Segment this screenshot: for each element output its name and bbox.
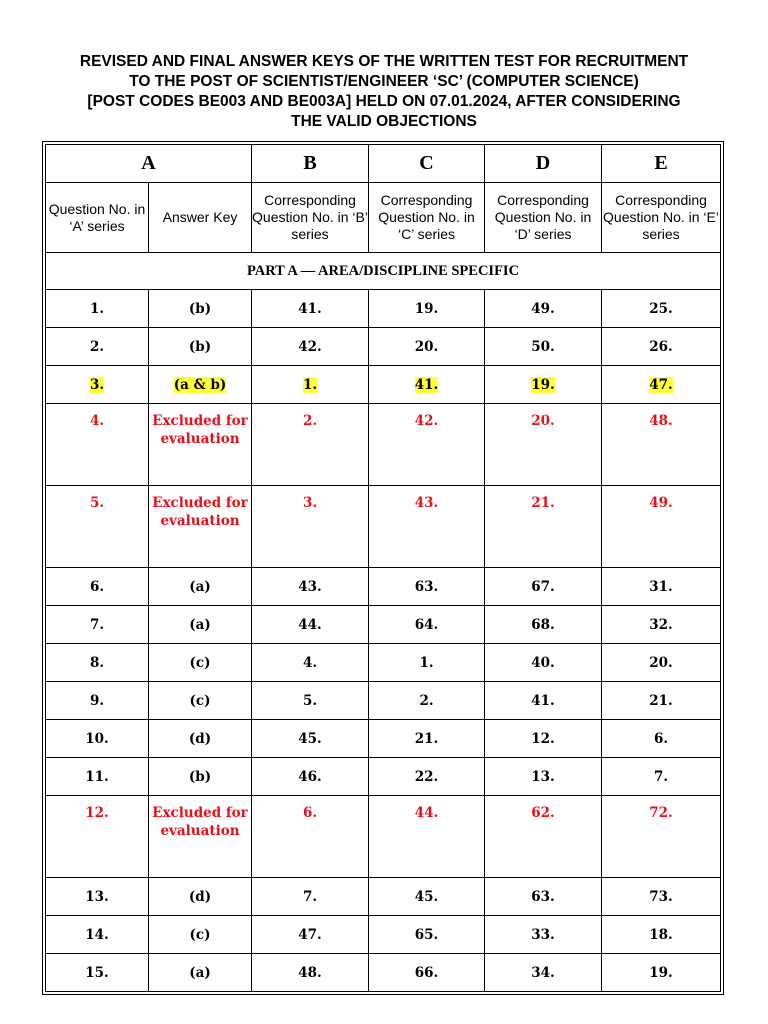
c-series-no-cell — [369, 328, 485, 366]
e-series-no: 49. — [649, 495, 673, 511]
b-series-no-cell — [252, 796, 369, 878]
answer-key-cell — [149, 644, 252, 682]
c-series-no-cell — [369, 758, 485, 796]
answer-key-cell — [149, 720, 252, 758]
part-heading: PART A — AREA/DISCIPLINE SPECIFIC — [46, 253, 721, 290]
e-series-no-cell — [602, 878, 721, 916]
e-series-no: 25. — [649, 300, 673, 317]
e-series-no-cell — [602, 954, 721, 992]
e-series-no-cell — [602, 644, 721, 682]
answer-key-cell — [149, 682, 252, 720]
b-series-no-cell — [252, 878, 369, 916]
e-series-no: 31. — [649, 578, 673, 595]
answer-key: (c) — [189, 926, 211, 943]
b-series-no-cell — [252, 758, 369, 796]
header-c-series: Corresponding Question No. in ‘C’ series — [369, 183, 485, 253]
b-series-no: 3. — [302, 495, 318, 511]
table-row — [46, 954, 721, 992]
series-letter-row — [46, 145, 721, 183]
table-row — [46, 916, 721, 954]
answer-key-cell — [149, 796, 252, 878]
title-line: THE VALID OBJECTIONS — [291, 113, 477, 130]
c-series-no: 43. — [414, 495, 439, 511]
answer-key: (b) — [188, 338, 212, 355]
b-series-no-cell — [252, 486, 369, 568]
answer-key: (b) — [188, 300, 212, 317]
c-series-no-cell — [369, 486, 485, 568]
e-series-no: 73. — [649, 888, 673, 905]
e-series-no: 6. — [653, 730, 669, 747]
d-series-no-cell — [485, 682, 602, 720]
c-series-no: 2. — [419, 692, 434, 709]
table-row — [46, 568, 721, 606]
d-series-no: 40. — [531, 654, 555, 671]
c-series-no: 1. — [419, 654, 434, 671]
answer-key: (c) — [189, 692, 211, 709]
e-series-no: 48. — [649, 413, 673, 429]
header-question-no: Question No. in ‘A’ series — [46, 183, 149, 253]
table-row — [46, 720, 721, 758]
b-series-no-cell — [252, 568, 369, 606]
d-series-no-cell — [485, 366, 602, 404]
e-series-no: 19. — [649, 964, 673, 981]
e-series-no-cell — [602, 606, 721, 644]
c-series-no: 41. — [414, 376, 439, 393]
d-series-no: 50. — [531, 338, 555, 355]
c-series-no: 44. — [414, 805, 439, 821]
d-series-no-cell — [485, 796, 602, 878]
question-no: 6. — [89, 578, 105, 595]
b-series-no-cell — [252, 606, 369, 644]
answer-key: (a) — [189, 578, 211, 595]
e-series-no-cell — [602, 404, 721, 486]
answer-key-cell — [149, 328, 252, 366]
c-series-no-cell — [369, 404, 485, 486]
d-series-no: 63. — [531, 888, 555, 905]
question-no: 3. — [89, 376, 105, 393]
answer-key-cell — [149, 606, 252, 644]
b-series-no: 4. — [302, 654, 318, 671]
answer-key-cell — [149, 404, 252, 486]
question-no: 1. — [89, 300, 105, 317]
table-row — [46, 606, 721, 644]
header-d-series: Corresponding Question No. in ‘D’ series — [485, 183, 602, 253]
c-series-no-cell — [369, 954, 485, 992]
b-series-no-cell — [252, 644, 369, 682]
question-no: 14. — [85, 926, 109, 943]
header-answer-key: Answer Key — [149, 183, 252, 253]
b-series-no: 5. — [302, 692, 318, 709]
b-series-no-cell — [252, 720, 369, 758]
d-series-no-cell — [485, 644, 602, 682]
answer-key: Excluded for evaluation — [152, 805, 248, 839]
c-series-no: 21. — [414, 730, 439, 747]
e-series-no: 7. — [653, 768, 669, 785]
d-series-no-cell — [485, 878, 602, 916]
question-no-cell — [46, 758, 149, 796]
c-series-no: 22. — [414, 768, 439, 785]
d-series-no: 20. — [531, 413, 555, 429]
d-series-no: 13. — [531, 768, 555, 785]
e-series-no-cell — [602, 720, 721, 758]
d-series-no-cell — [485, 290, 602, 328]
question-no-cell — [46, 290, 149, 328]
question-no: 9. — [89, 692, 105, 709]
d-series-no-cell — [485, 404, 602, 486]
question-no: 10. — [85, 730, 109, 747]
d-series-no: 21. — [531, 495, 555, 511]
e-series-no: 72. — [649, 805, 673, 821]
c-series-no-cell — [369, 682, 485, 720]
document-title — [40, 52, 728, 132]
d-series-no: 62. — [531, 805, 555, 821]
question-no-cell — [46, 568, 149, 606]
e-series-no: 18. — [649, 926, 673, 943]
table-row — [46, 366, 721, 404]
header-b-series: Corresponding Question No. in ‘B’ series — [252, 183, 369, 253]
d-series-no: 41. — [531, 692, 555, 709]
header-e-series: Corresponding Question No. in ‘E’ series — [602, 183, 721, 253]
series-letter-d: D — [485, 145, 602, 183]
series-letter-c: C — [369, 145, 485, 183]
c-series-no: 66. — [414, 964, 439, 981]
question-no-cell — [46, 644, 149, 682]
table-row — [46, 644, 721, 682]
b-series-no: 46. — [298, 768, 322, 785]
b-series-no: 42. — [298, 338, 322, 355]
d-series-no: 34. — [531, 964, 555, 981]
b-series-no: 44. — [298, 616, 322, 633]
c-series-no-cell — [369, 568, 485, 606]
b-series-no-cell — [252, 366, 369, 404]
question-no-cell — [46, 366, 149, 404]
series-letter-e: E — [602, 145, 721, 183]
b-series-no: 2. — [302, 413, 318, 429]
table-row — [46, 682, 721, 720]
e-series-no: 20. — [649, 654, 673, 671]
question-no-cell — [46, 682, 149, 720]
answer-key: (c) — [189, 654, 211, 671]
question-no-cell — [46, 916, 149, 954]
table-row — [46, 328, 721, 366]
b-series-no-cell — [252, 916, 369, 954]
column-header-row — [46, 183, 721, 253]
c-series-no-cell — [369, 878, 485, 916]
answer-key-cell — [149, 486, 252, 568]
table-row — [46, 290, 721, 328]
table-row — [46, 404, 721, 486]
table-row — [46, 796, 721, 878]
b-series-no: 45. — [298, 730, 322, 747]
table-row — [46, 878, 721, 916]
question-no: 8. — [89, 654, 105, 671]
answer-key: (b) — [188, 768, 212, 785]
question-no-cell — [46, 878, 149, 916]
b-series-no: 41. — [298, 300, 322, 317]
series-letter-b: B — [252, 145, 369, 183]
answer-key: (a) — [189, 616, 211, 633]
d-series-no: 33. — [531, 926, 555, 943]
table-row — [46, 486, 721, 568]
b-series-no: 6. — [302, 805, 318, 821]
series-letter-a: A — [46, 145, 252, 183]
question-no: 13. — [85, 888, 109, 905]
e-series-no-cell — [602, 486, 721, 568]
e-series-no: 21. — [649, 692, 673, 709]
answer-key-cell — [149, 290, 252, 328]
e-series-no-cell — [602, 916, 721, 954]
answer-key: Excluded for evaluation — [152, 495, 248, 529]
question-no: 11. — [85, 768, 109, 785]
b-series-no-cell — [252, 682, 369, 720]
answer-key-cell — [149, 916, 252, 954]
b-series-no-cell — [252, 290, 369, 328]
c-series-no: 19. — [414, 300, 439, 317]
d-series-no-cell — [485, 758, 602, 796]
part-heading-row — [46, 253, 721, 290]
answer-key-cell — [149, 568, 252, 606]
e-series-no: 32. — [649, 616, 673, 633]
b-series-no-cell — [252, 328, 369, 366]
b-series-no: 43. — [298, 578, 322, 595]
d-series-no-cell — [485, 568, 602, 606]
table-row — [46, 758, 721, 796]
d-series-no-cell — [485, 954, 602, 992]
question-no: 2. — [89, 338, 105, 355]
c-series-no: 64. — [414, 616, 439, 633]
answer-key-cell — [149, 954, 252, 992]
answer-key-cell — [149, 758, 252, 796]
b-series-no: 47. — [298, 926, 322, 943]
d-series-no-cell — [485, 486, 602, 568]
e-series-no-cell — [602, 682, 721, 720]
c-series-no-cell — [369, 290, 485, 328]
question-no-cell — [46, 486, 149, 568]
answer-key-cell — [149, 878, 252, 916]
c-series-no-cell — [369, 606, 485, 644]
c-series-no-cell — [369, 796, 485, 878]
c-series-no: 45. — [414, 888, 439, 905]
d-series-no: 68. — [531, 616, 555, 633]
b-series-no-cell — [252, 954, 369, 992]
c-series-no-cell — [369, 366, 485, 404]
answer-key: (d) — [188, 730, 212, 747]
d-series-no: 19. — [531, 376, 555, 393]
answer-key: (a) — [189, 964, 211, 981]
b-series-no: 48. — [298, 964, 322, 981]
answer-key-cell — [149, 366, 252, 404]
b-series-no: 1. — [302, 376, 318, 393]
e-series-no: 47. — [649, 376, 673, 393]
c-series-no: 65. — [414, 926, 439, 943]
e-series-no-cell — [602, 568, 721, 606]
e-series-no-cell — [602, 366, 721, 404]
title-line: REVISED AND FINAL ANSWER KEYS OF THE WRITTEN TEST FOR RECRUITMENT — [79, 53, 689, 70]
d-series-no-cell — [485, 720, 602, 758]
question-no: 15. — [85, 964, 109, 981]
e-series-no-cell — [602, 328, 721, 366]
d-series-no: 12. — [531, 730, 555, 747]
question-no: 12. — [85, 805, 109, 821]
c-series-no-cell — [369, 644, 485, 682]
e-series-no-cell — [602, 758, 721, 796]
d-series-no-cell — [485, 916, 602, 954]
question-no: 5. — [89, 495, 105, 511]
d-series-no: 49. — [531, 300, 555, 317]
question-no-cell — [46, 720, 149, 758]
d-series-no: 67. — [531, 578, 555, 595]
question-no: 4. — [89, 413, 105, 429]
answer-key: (a & b) — [173, 376, 227, 393]
question-no-cell — [46, 606, 149, 644]
c-series-no: 42. — [414, 413, 439, 429]
c-series-no-cell — [369, 916, 485, 954]
answer-key: (d) — [188, 888, 212, 905]
question-no-cell — [46, 328, 149, 366]
question-no-cell — [46, 954, 149, 992]
c-series-no: 63. — [414, 578, 439, 595]
answer-key-table — [45, 144, 721, 992]
question-no: 7. — [89, 616, 105, 633]
title-line: [POST CODES BE003 AND BE003A] HELD ON 07.01.2024, AFTER CONSIDERING — [87, 93, 681, 110]
title-line: TO THE POST OF SCIENTIST/ENGINEER ‘SC’ (COMPUTER SCIENCE) — [129, 73, 639, 90]
b-series-no: 7. — [302, 888, 318, 905]
e-series-no-cell — [602, 796, 721, 878]
e-series-no: 26. — [649, 338, 673, 355]
question-no-cell — [46, 404, 149, 486]
question-no-cell — [46, 796, 149, 878]
answer-key: Excluded for evaluation — [152, 413, 248, 447]
b-series-no-cell — [252, 404, 369, 486]
e-series-no-cell — [602, 290, 721, 328]
c-series-no: 20. — [414, 338, 439, 355]
d-series-no-cell — [485, 606, 602, 644]
c-series-no-cell — [369, 720, 485, 758]
d-series-no-cell — [485, 328, 602, 366]
